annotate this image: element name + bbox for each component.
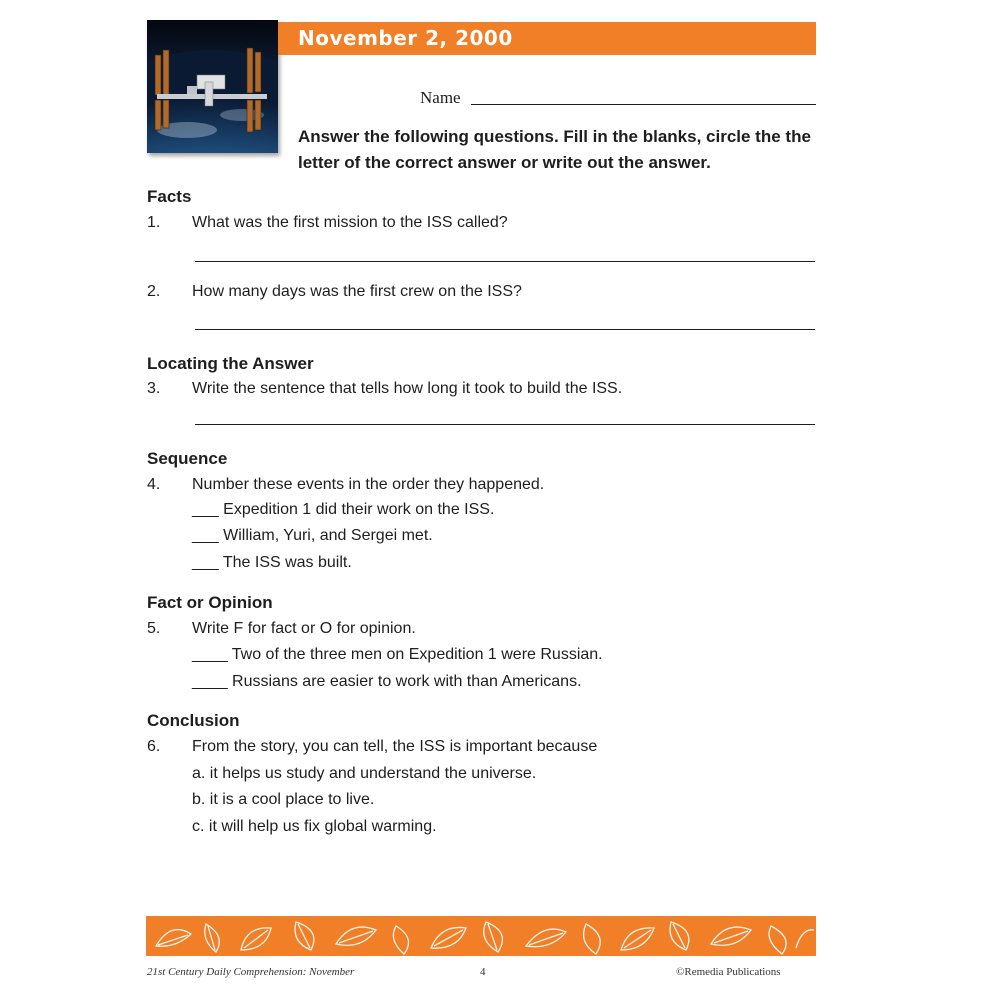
name-label: Name [420, 88, 461, 107]
date-header-bar [278, 22, 816, 55]
page-number: 4 [480, 966, 486, 978]
question-number: 2. [147, 283, 161, 300]
question-number: 4. [147, 476, 161, 493]
fact-opinion-item-1[interactable]: ____ Two of the three men on Expedition 1 were Russian. [192, 646, 603, 663]
leaf-border-band [146, 916, 816, 956]
question-number: 6. [147, 738, 161, 755]
section-locating: Locating the Answer [147, 354, 314, 373]
date-title: November 2, 2000 [298, 26, 513, 50]
question-number: 5. [147, 620, 161, 637]
section-facts: Facts [147, 187, 192, 206]
fact-opinion-item-2[interactable]: ____ Russians are easier to work with than Americans. [192, 673, 582, 690]
answer-line-3[interactable] [195, 424, 815, 425]
sequence-item-3[interactable]: ___ The ISS was built. [192, 554, 352, 571]
question-3: Write the sentence that tells how long it took to build the ISS. [192, 380, 623, 397]
question-4: Number these events in the order they happened. [192, 476, 545, 493]
footer-publisher: ©Remedia Publications [676, 966, 781, 978]
footer-book-title: 21st Century Daily Comprehension: November [147, 966, 355, 978]
question-6: From the story, you can tell, the ISS is important because [192, 738, 598, 755]
question-5: Write F for fact or O for opinion. [192, 620, 416, 637]
iss-photo [147, 20, 278, 153]
choice-c[interactable]: c. it will help us fix global warming. [192, 818, 437, 835]
sequence-item-2[interactable]: ___ William, Yuri, and Sergei met. [192, 527, 433, 544]
question-2: How many days was the first crew on the ISS? [192, 283, 522, 300]
section-conclusion: Conclusion [147, 711, 240, 730]
instructions: Answer the following questions. Fill in the blanks, circle the the letter of the correct answer or write out the answer. [298, 127, 811, 172]
section-fact-opinion: Fact or Opinion [147, 593, 273, 612]
choice-a[interactable]: a. it helps us study and understand the universe. [192, 765, 537, 782]
name-field[interactable] [471, 104, 816, 105]
question-number: 1. [147, 214, 161, 231]
question-1: What was the first mission to the ISS called? [192, 214, 508, 231]
section-sequence: Sequence [147, 449, 228, 468]
sequence-item-1[interactable]: ___ Expedition 1 did their work on the ISS. [192, 501, 495, 518]
question-number: 3. [147, 380, 161, 397]
answer-line-2[interactable] [195, 329, 815, 330]
choice-b[interactable]: b. it is a cool place to live. [192, 791, 375, 808]
answer-line-1[interactable] [195, 261, 815, 262]
